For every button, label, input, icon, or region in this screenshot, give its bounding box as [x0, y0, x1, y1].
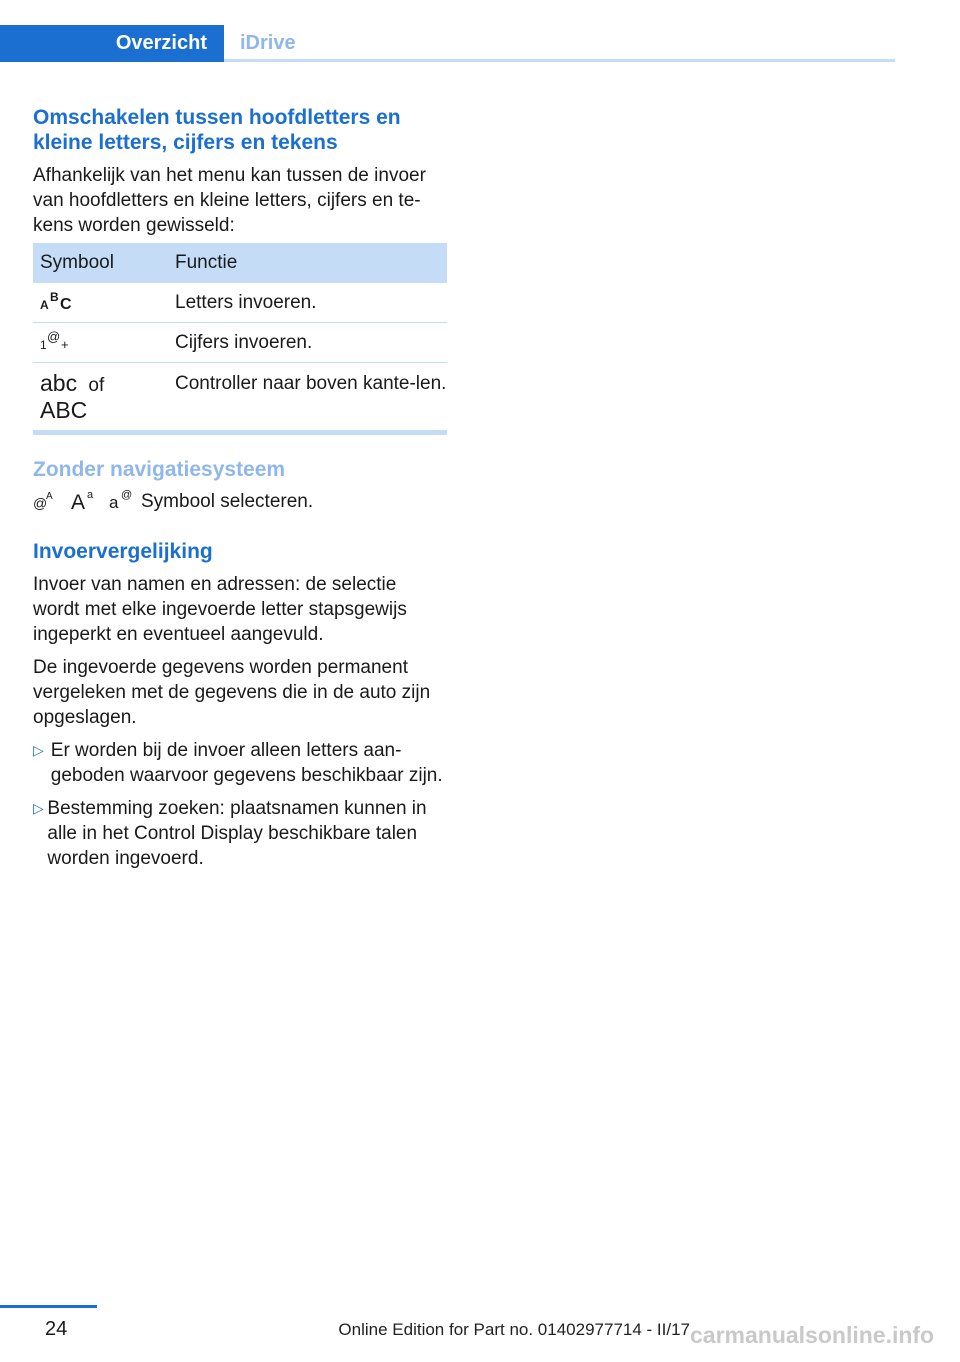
table-end-rule — [33, 431, 447, 435]
section-input-matching — [33, 539, 447, 879]
section-title: Zonder navigatiesysteem — [33, 458, 286, 481]
svg-text:A: A — [46, 490, 53, 502]
column-header-function: Functie — [175, 252, 238, 273]
symbol-table — [33, 243, 447, 435]
list-item — [33, 738, 447, 788]
header-tabs — [0, 0, 895, 62]
svg-text:+: + — [61, 336, 69, 351]
section-no-navigation — [33, 457, 447, 516]
table-row — [33, 283, 447, 323]
watermark: carmanualsonline.info — [690, 1322, 935, 1348]
uppercase-lowercase-icon — [71, 488, 101, 517]
section-intro: Afhankelijk van het menu kan tussen de invoer van hoofdletters en kleine letters, cijfers en tekens worden gewisseld: — [33, 165, 426, 236]
section-title: Omschakelen tussen hoofdletters en kleine letters, cijfers en tekens — [33, 106, 401, 154]
symbol-select-text: Symbool selecteren. — [141, 491, 314, 512]
svg-text:@: @ — [121, 488, 133, 501]
svg-text:A: A — [71, 490, 86, 512]
svg-text:B: B — [50, 289, 59, 304]
header-rule — [224, 59, 895, 62]
function-text: Controller naar boven kante-len. — [175, 373, 447, 394]
abc-uppercase-icon — [33, 289, 175, 317]
page-number: 24 — [45, 1318, 68, 1340]
section-title: Invoervergelijking — [33, 540, 213, 563]
bullet-list — [33, 738, 447, 871]
abc-uppercase-large-icon: ABC — [40, 397, 88, 423]
function-text: Cijfers invoeren. — [175, 331, 313, 353]
column-header-symbol: Symbool — [40, 252, 114, 273]
lowercase-at-icon — [109, 488, 137, 517]
tab-idrive[interactable]: iDrive — [240, 32, 296, 54]
list-item-text: Er worden bij de invoer alleen letters aangeboden waarvoor gegevens beschikbaar zijn. — [50, 740, 443, 786]
paragraph: Invoer van namen en adressen: de selectie wordt met elke ingevoerde letter stapsgewijs ingeperkt en eventueel aangevuld. — [33, 574, 407, 645]
svg-text:a: a — [109, 492, 119, 512]
svg-text:@: @ — [47, 328, 61, 344]
table-row — [33, 323, 447, 363]
svg-text:@: @ — [33, 494, 48, 511]
symbol-select-line — [33, 488, 447, 516]
triangle-bullet-icon: ▷ — [33, 800, 44, 816]
svg-text:C: C — [60, 295, 72, 311]
tab-overzicht[interactable]: Overzicht — [0, 25, 224, 62]
edition-note: Online Edition for Part no. 01402977714 - II/17 — [338, 1320, 690, 1339]
list-item — [33, 796, 447, 871]
function-text: Letters invoeren. — [175, 291, 317, 313]
at-uppercase-icon — [33, 488, 61, 517]
case-toggle-symbol — [33, 371, 175, 430]
paragraph: De ingevoerde gegevens worden permanent vergeleken met de gegevens die in de auto zijn opgeslagen. — [33, 657, 431, 728]
svg-text:1: 1 — [40, 337, 47, 351]
section-case-switch — [33, 105, 447, 238]
digits-symbols-icon — [33, 329, 175, 357]
svg-text:a: a — [87, 488, 94, 501]
table-header — [33, 243, 447, 283]
svg-text:A: A — [40, 297, 49, 311]
triangle-bullet-icon: ▷ — [33, 742, 44, 758]
list-item-text: Bestemming zoeken: plaatsnamen kunnen in alle in het Control Display beschikbare talen worden ingevoerd. — [47, 798, 427, 869]
table-row — [33, 363, 447, 431]
footer-rule — [0, 1305, 97, 1308]
or-text: of — [88, 375, 105, 396]
abc-lowercase-icon: abc — [40, 370, 78, 396]
